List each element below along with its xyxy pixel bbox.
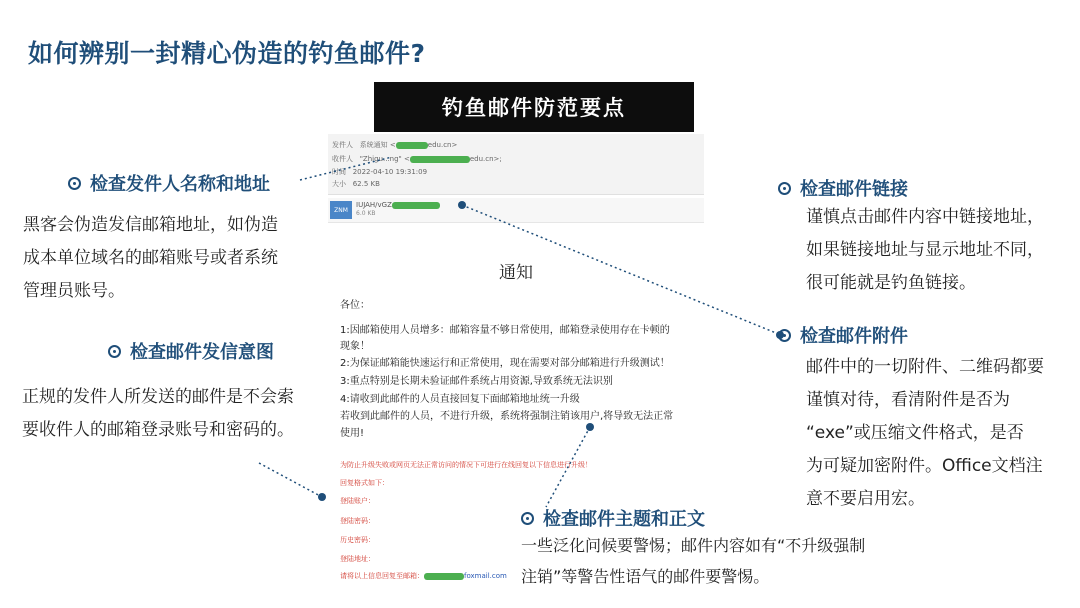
file-icon: ZNM	[330, 201, 352, 219]
greeting: 各位：	[340, 300, 370, 311]
intent-connector	[259, 463, 322, 497]
link-heading-label: 检查邮件链接	[800, 179, 908, 200]
attachment-heading	[778, 322, 908, 348]
link-line: 谨慎点击邮件内容中链接地址，	[806, 207, 1044, 227]
form-field: 登陆账户：	[340, 497, 375, 505]
body-line: 1:因邮箱使用人员增多：邮箱容量不够日常使用，邮箱登录使用存在卡顿的	[340, 325, 670, 336]
email-size-row	[332, 179, 380, 189]
connector-dot	[318, 493, 326, 501]
target-icon	[778, 329, 791, 342]
reply-line	[340, 571, 507, 581]
form-field: 回复格式如下：	[340, 479, 389, 487]
attachment-line: “exe”或压缩文件格式，是否	[806, 423, 1024, 443]
sender-line: 黑客会伪造发信邮箱地址，如伪造	[23, 215, 278, 235]
subject-heading-label: 检查邮件主题和正文	[543, 509, 705, 530]
form-field: 登陆密码：	[340, 517, 375, 525]
from-domain: edu.cn>	[427, 141, 458, 149]
body-line: 现象！	[340, 341, 370, 352]
target-icon	[521, 512, 534, 525]
size-value: 62.5 KB	[352, 180, 380, 188]
body-line: 3:重点特别是长期未验证邮件系统占用资源,导致系统无法识别	[340, 376, 613, 387]
body-line: 使用!	[340, 428, 365, 439]
subject-line: 一些泛化问候要警惕；邮件内容如有“不升级强制	[521, 536, 866, 555]
to-domain: edu.cn>;	[469, 155, 502, 163]
redacted-mark	[410, 156, 470, 163]
intent-heading-label: 检查邮件发信意图	[130, 342, 274, 363]
from-name: 系统通知	[359, 141, 388, 149]
banner: 钓鱼邮件防范要点	[374, 82, 694, 132]
attachment-size: 6.0 KB	[356, 210, 376, 217]
time-label: 时间	[332, 168, 346, 176]
intent-heading	[108, 338, 274, 364]
intent-line: 正规的发件人所发送的邮件是不会索	[22, 387, 294, 407]
sender-line: 成本单位域名的邮箱账号或者系统	[23, 248, 278, 268]
email-header	[328, 134, 704, 195]
redacted-mark	[392, 202, 440, 209]
link-description	[806, 201, 1044, 300]
redacted-mark	[396, 142, 428, 149]
from-label: 发件人	[332, 141, 353, 149]
body-line: 若收到此邮件的人员，不进行升级，系统将强制注销该用户,将导致无法正常	[340, 411, 674, 422]
time-value: 2022-04-10 19:31:09	[352, 168, 428, 176]
sender-description	[23, 209, 278, 308]
intent-line: 要收件人的邮箱登录账号和密码的。	[22, 420, 294, 440]
email-time-row	[332, 167, 427, 177]
body-line: 2:为保证邮箱能快速运行和正常使用，现在需要对部分邮箱进行升级测试！	[340, 358, 670, 369]
attachment-line: 为可疑加密附件。Office文档注	[806, 456, 1043, 476]
attachment-description	[806, 351, 1044, 516]
page-title: 如何辨别一封精心伪造的钓鱼邮件?	[28, 39, 426, 68]
intent-description	[22, 381, 294, 447]
email-to-row: 收件人 "Zhigu...ng" < edu.cn>;	[332, 155, 502, 163]
sender-heading	[68, 170, 270, 196]
attachment-name	[356, 201, 440, 209]
notice-title: 通知	[499, 263, 533, 283]
email-from-row: 发件人 系统通知 < edu.cn>	[332, 141, 458, 149]
attachment-heading-label: 检查邮件附件	[800, 326, 908, 347]
sender-line: 管理员账号。	[23, 281, 125, 301]
attachment-line: 谨慎对待，看清附件是否为	[806, 390, 1010, 410]
attachment-name-text: IUJAH/vGZ	[356, 201, 392, 209]
link-line: 很可能就是钓鱼链接。	[806, 273, 976, 293]
reply-prefix: 请将以上信息回复至邮箱：	[340, 572, 424, 580]
target-icon	[108, 345, 121, 358]
size-label: 大小	[332, 180, 346, 188]
form-field: 登陆地址：	[340, 555, 375, 563]
attachment-line: 意不要启用宏。	[806, 489, 925, 509]
subject-line: 注销”等警告性语气的邮件要警惕。	[521, 567, 770, 586]
body-line: 4:请收到此邮件的人员直接回复下面邮箱地址统一升级	[340, 394, 580, 405]
target-icon	[778, 182, 791, 195]
form-field: 历史密码：	[340, 536, 375, 544]
attachment-line: 邮件中的一切附件、二维码都要	[806, 357, 1044, 377]
to-label: 收件人	[332, 155, 353, 163]
target-icon	[68, 177, 81, 190]
subject-description	[521, 530, 865, 592]
subject-heading	[521, 505, 709, 531]
red-warning: 为防止升级失败或网页无法正常访问的情况下可进行在线回复以下信息进行升级！	[340, 461, 592, 469]
link-line: 如果链接地址与显示地址不同，	[806, 240, 1044, 260]
redacted-mark	[424, 573, 464, 580]
attachment-item[interactable]	[328, 198, 704, 223]
to-name: "Zhigu...ng"	[359, 155, 402, 163]
sender-heading-label: 检查发件人名称和地址	[90, 174, 270, 195]
link-heading	[778, 175, 908, 201]
reply-email-link[interactable]: foxmail.com	[464, 572, 507, 580]
